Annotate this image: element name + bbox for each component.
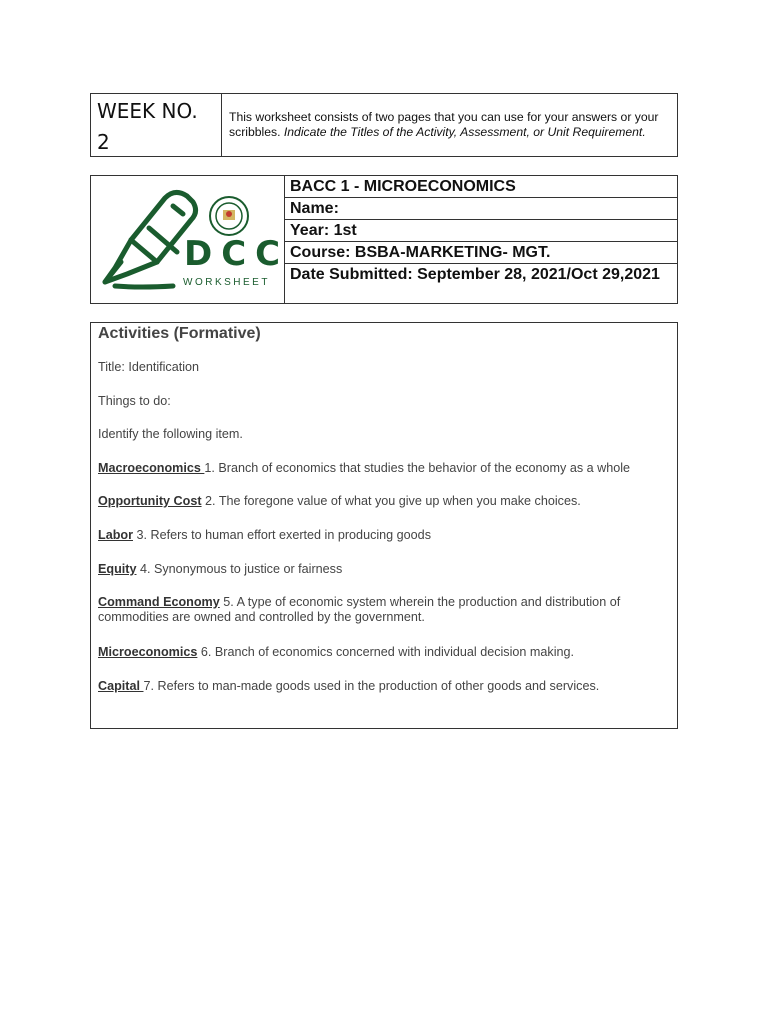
list-item	[98, 562, 667, 577]
item-text: 4. Synonymous to justice or fairness	[136, 562, 343, 576]
year-row: Year: 1st	[285, 220, 677, 242]
list-item	[98, 595, 667, 625]
dcc-worksheet-logo	[91, 176, 290, 303]
list-item	[98, 679, 667, 694]
date-submitted-row: Date Submitted: September 28, 2021/Oct 29,2021	[290, 266, 660, 283]
item-text: 7. Refers to man-made goods used in the production of other goods and services.	[143, 679, 600, 693]
week-header-table	[90, 93, 678, 157]
answer-term: Equity	[98, 562, 137, 576]
list-item	[98, 494, 667, 509]
activity-title: Title: Identification	[98, 360, 200, 374]
logo-subtitle: WORKSHEET	[183, 277, 270, 288]
answer-term: Macroeconomics	[98, 461, 205, 475]
description-instruction: Indicate the Titles of the Activity, Assessment, or Unit Requirement.	[283, 125, 646, 139]
answer-term: Microeconomics	[98, 645, 198, 659]
instruction-text: Identify the following item.	[98, 427, 243, 441]
logo-letters: DCC	[184, 234, 290, 274]
things-to-do: Things to do:	[98, 394, 171, 408]
list-item	[98, 528, 667, 543]
item-text: 3. Refers to human effort exerted in producing goods	[132, 528, 431, 542]
name-row: Name:	[285, 198, 677, 220]
answer-term: Capital	[98, 679, 144, 693]
seal-icon	[210, 197, 248, 235]
activities-box	[90, 322, 678, 729]
item-text: 6. Branch of economics concerned with individual decision making.	[197, 645, 575, 659]
description-text: This worksheet consists of two pages that you can use for your answers or your scribbles.	[229, 110, 659, 139]
subject-row: BACC 1 - MICROECONOMICS	[285, 176, 677, 198]
answer-term: Opportunity Cost	[98, 494, 202, 508]
list-item	[98, 645, 667, 660]
answer-term: Command Economy	[98, 595, 220, 609]
item-text: 2. The foregone value of what you give up when you make choices.	[201, 494, 581, 508]
list-item	[98, 461, 667, 476]
item-text: 5. A type of economic system wherein the production and distribution of commodities are owned and controlled by the government.	[98, 595, 621, 624]
item-text: 1. Branch of economics that studies the behavior of the economy as a whole	[204, 461, 631, 475]
course-row: Course: BSBA-MARKETING- MGT.	[285, 242, 677, 264]
course-info-table	[90, 175, 678, 304]
week-number: WEEK NO. 2	[91, 94, 222, 156]
worksheet-description	[222, 94, 677, 156]
answer-term: Labor	[98, 528, 133, 542]
activities-heading: Activities (Formative)	[98, 325, 261, 342]
